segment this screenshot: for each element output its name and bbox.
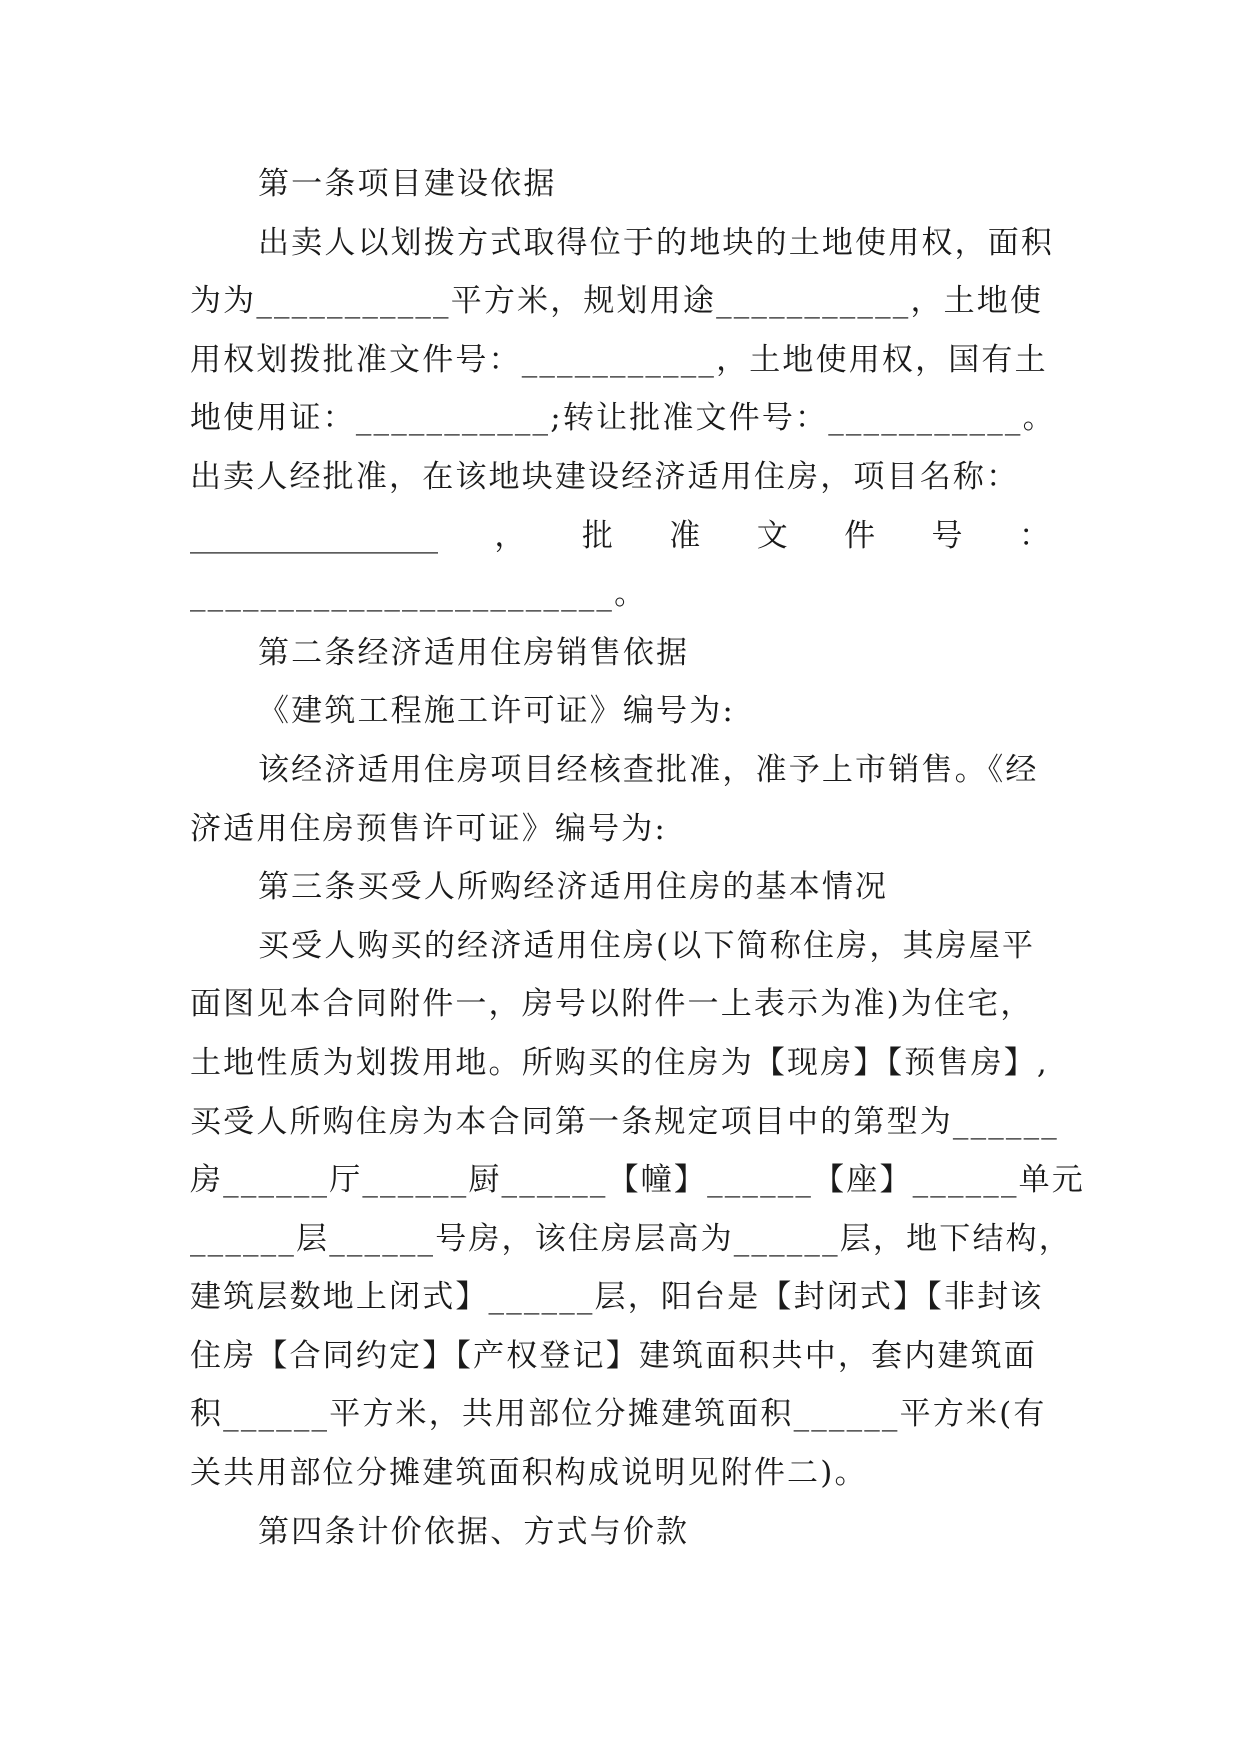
word-char: 号	[931, 517, 963, 554]
paragraph-line: 出卖人经批准，在该地块建设经济适用住房，项目名称：	[190, 458, 1020, 495]
paragraph-line: 地使用证：___________;转让批准文件号：___________。	[190, 400, 1056, 437]
paragraph-line: ______层______号房，该住房层高为______层，地下结构，	[190, 1220, 1072, 1257]
paragraph-line: 用权划拨批准文件号：___________，土地使用权，国有土	[190, 341, 1048, 378]
paragraph-line: 关共用部位分摊建筑面积构成说明见附件二)。	[190, 1455, 868, 1492]
punctuation: ，	[494, 517, 526, 554]
paragraph-line: 买受人购买的经济适用住房(以下简称住房，其房屋平	[258, 927, 1036, 964]
paragraph-line: 积______平方米，共用部位分摊建筑面积______平方米(有	[190, 1396, 1047, 1433]
word-char: 文	[756, 517, 788, 554]
paragraph-line: 出卖人以划拨方式取得位于的地块的土地使用权，面积	[258, 224, 1055, 261]
paragraph-line: 土地性质为划拨用地。所购买的住房为【现房】【预售房】,	[190, 1044, 1049, 1081]
paragraph-line: 面图见本合同附件一，房号以附件一上表示为准)为住宅，	[190, 986, 1034, 1023]
paragraph-line: 住房【合同约定】【产权登记】建筑面积共中，套内建筑面	[190, 1337, 1037, 1374]
paragraph-line: 济适用住房预售许可证》编号为:	[190, 810, 667, 847]
paragraph-line: 建筑层数地上闭式】______层，阳台是【封闭式】【非封该	[190, 1279, 1044, 1316]
word-char: 准	[669, 517, 701, 554]
blank-field: ________________	[190, 517, 438, 554]
article-3-heading: 第三条买受人所购经济适用住房的基本情况	[258, 869, 889, 906]
paragraph-line: 该经济适用住房项目经核查批准，准予上市销售。《经	[258, 751, 1039, 788]
approval-number-line	[190, 507, 1050, 566]
article-1-heading: 第一条项目建设依据	[258, 166, 557, 202]
article-2-heading: 第二条经济适用住房销售依据	[258, 634, 690, 671]
paragraph-line: 《建筑工程施工许可证》编号为:	[258, 693, 735, 730]
paragraph-line: 为为___________平方米，规划用途___________，土地使	[190, 283, 1044, 320]
word-char: 批	[581, 517, 613, 554]
paragraph-line: 房______厅______厨______【幢】______【座】______单元	[190, 1162, 1085, 1199]
paragraph-line: ________________________。	[190, 576, 648, 613]
word-char: 件	[844, 517, 876, 554]
punctuation: ：	[1018, 517, 1050, 554]
article-4-heading: 第四条计价依据、方式与价款	[258, 1513, 690, 1550]
paragraph-line: 买受人所购住房为本合同第一条规定项目中的第型为______	[190, 1103, 1059, 1140]
document-body	[190, 155, 1085, 1561]
